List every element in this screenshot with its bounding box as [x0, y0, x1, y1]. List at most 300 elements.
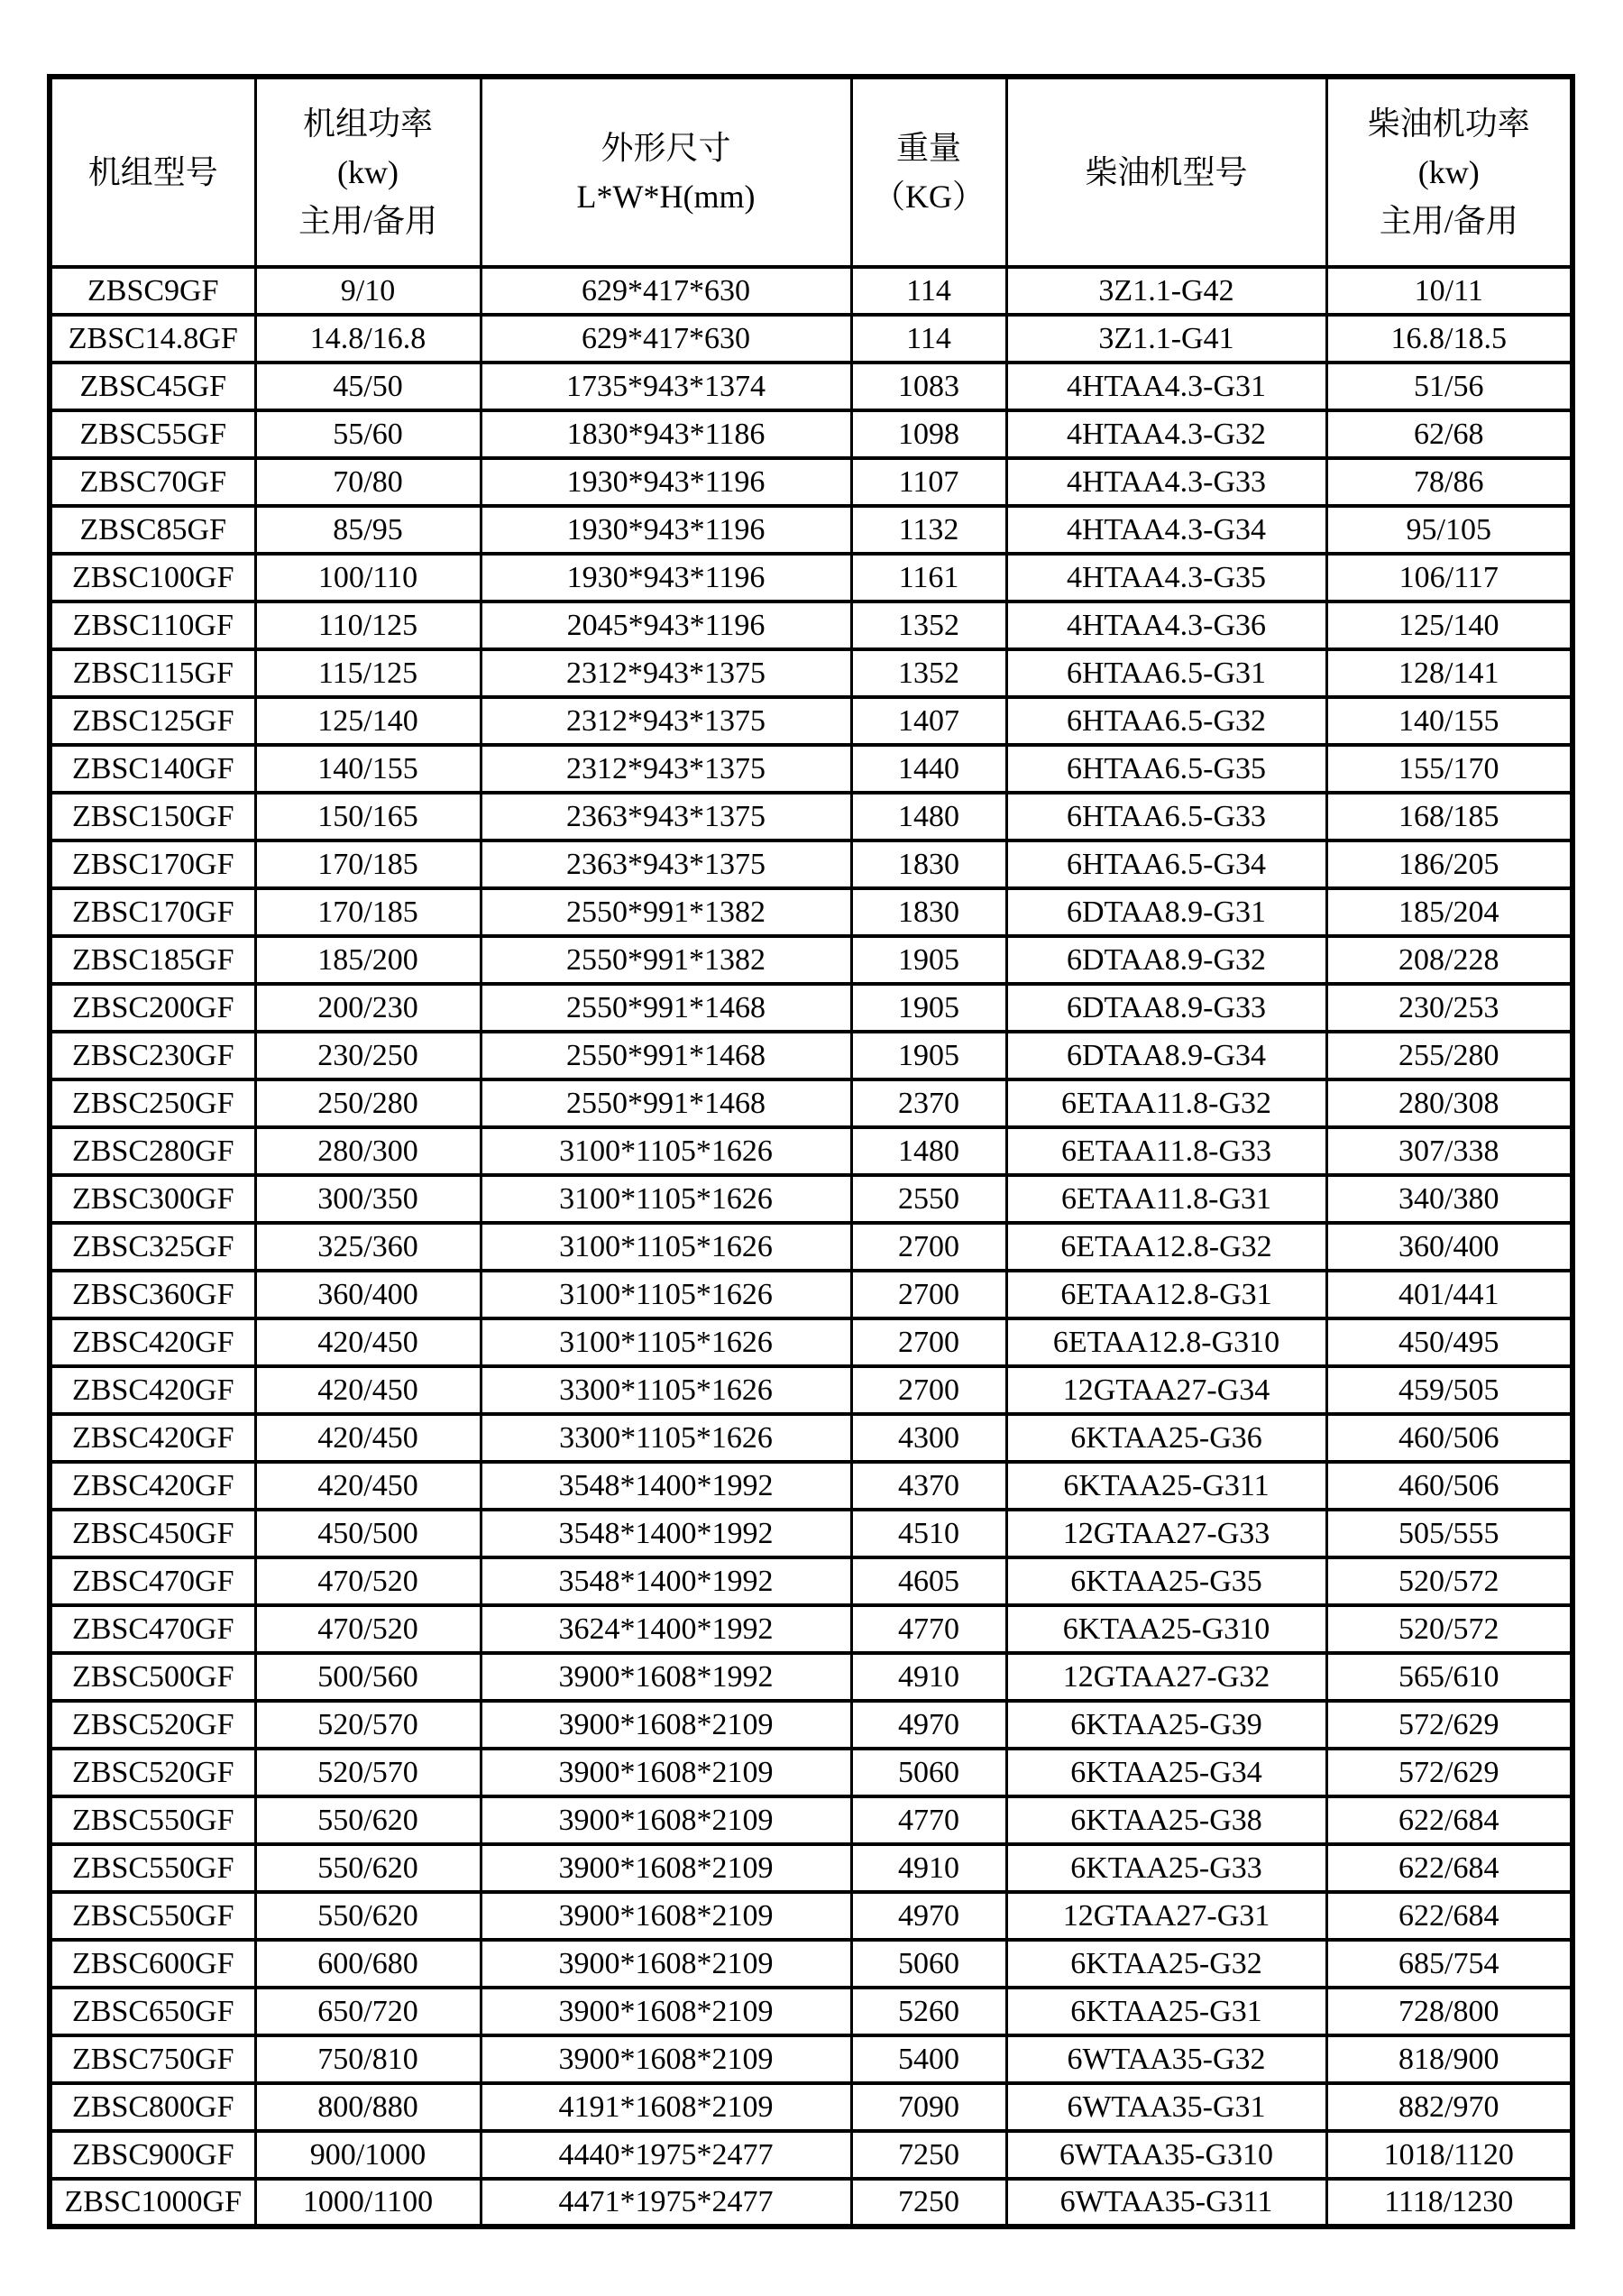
table-row	[50, 363, 1573, 410]
cell-engine_model: 4HTAA4.3-G35	[1006, 554, 1326, 602]
cell-engine_model: 6KTAA25-G32	[1006, 1940, 1326, 1988]
cell-engine_model: 3Z1.1-G41	[1006, 315, 1326, 363]
table-row	[50, 554, 1573, 602]
cell-engine_model: 4HTAA4.3-G32	[1006, 410, 1326, 458]
cell-model: ZBSC420GF	[50, 1414, 255, 1462]
column-header-line: 机组功率	[302, 106, 433, 142]
cell-engine_model: 6ETAA11.8-G31	[1006, 1175, 1326, 1223]
table-row	[50, 1414, 1573, 1462]
cell-dimensions: 629*417*630	[481, 267, 851, 315]
cell-engine_model: 4HTAA4.3-G31	[1006, 363, 1326, 410]
cell-unit_power: 420/450	[255, 1462, 481, 1510]
cell-engine_model: 6KTAA25-G38	[1006, 1796, 1326, 1844]
cell-model: ZBSC115GF	[50, 649, 255, 697]
cell-dimensions: 1830*943*1186	[481, 410, 851, 458]
cell-weight: 4370	[851, 1462, 1006, 1510]
cell-weight: 4970	[851, 1701, 1006, 1749]
cell-unit_power: 110/125	[255, 602, 481, 649]
cell-engine_power: 155/170	[1326, 745, 1573, 793]
cell-unit_power: 600/680	[255, 1940, 481, 1988]
cell-dimensions: 4440*1975*2477	[481, 2131, 851, 2179]
column-header-dimensions	[481, 77, 851, 267]
cell-engine_model: 6WTAA35-G311	[1006, 2179, 1326, 2227]
cell-weight: 1083	[851, 363, 1006, 410]
cell-engine_power: 622/684	[1326, 1796, 1573, 1844]
cell-dimensions: 3900*1608*1992	[481, 1653, 851, 1701]
table-row	[50, 2035, 1573, 2083]
table-row	[50, 793, 1573, 840]
cell-engine_power: 505/555	[1326, 1510, 1573, 1557]
table-row	[50, 1079, 1573, 1127]
cell-weight: 1107	[851, 458, 1006, 506]
cell-engine_power: 685/754	[1326, 1940, 1573, 1988]
cell-weight: 2700	[851, 1271, 1006, 1318]
column-header-line: 柴油机功率	[1367, 106, 1530, 142]
cell-engine_model: 6ETAA12.8-G31	[1006, 1271, 1326, 1318]
cell-dimensions: 3900*1608*2109	[481, 1749, 851, 1796]
cell-unit_power: 125/140	[255, 697, 481, 745]
cell-model: ZBSC45GF	[50, 363, 255, 410]
cell-weight: 1161	[851, 554, 1006, 602]
table-row	[50, 1127, 1573, 1175]
header-row	[50, 77, 1573, 267]
cell-model: ZBSC470GF	[50, 1557, 255, 1605]
cell-model: ZBSC200GF	[50, 984, 255, 1032]
cell-engine_model: 6KTAA25-G33	[1006, 1844, 1326, 1892]
cell-dimensions: 3900*1608*2109	[481, 1796, 851, 1844]
cell-weight: 4910	[851, 1653, 1006, 1701]
cell-dimensions: 2550*991*1382	[481, 936, 851, 984]
cell-engine_model: 6ETAA12.8-G32	[1006, 1223, 1326, 1271]
cell-engine_power: 1118/1230	[1326, 2179, 1573, 2227]
cell-unit_power: 280/300	[255, 1127, 481, 1175]
cell-dimensions: 3900*1608*2109	[481, 1988, 851, 2035]
cell-dimensions: 3100*1105*1626	[481, 1271, 851, 1318]
cell-engine_model: 6DTAA8.9-G34	[1006, 1032, 1326, 1079]
table-row	[50, 1653, 1573, 1701]
column-header-line: （KG）	[873, 179, 985, 215]
table-row	[50, 1462, 1573, 1510]
cell-dimensions: 3900*1608*2109	[481, 1701, 851, 1749]
cell-dimensions: 2312*943*1375	[481, 697, 851, 745]
cell-dimensions: 2363*943*1375	[481, 793, 851, 840]
cell-engine_model: 6KTAA25-G39	[1006, 1701, 1326, 1749]
cell-weight: 1480	[851, 793, 1006, 840]
cell-engine_model: 6HTAA6.5-G33	[1006, 793, 1326, 840]
table-row	[50, 1605, 1573, 1653]
cell-weight: 7250	[851, 2131, 1006, 2179]
cell-engine_power: 340/380	[1326, 1175, 1573, 1223]
cell-engine_model: 6KTAA25-G35	[1006, 1557, 1326, 1605]
cell-engine_power: 450/495	[1326, 1318, 1573, 1366]
table-row	[50, 1557, 1573, 1605]
cell-weight: 2700	[851, 1318, 1006, 1366]
cell-weight: 2700	[851, 1366, 1006, 1414]
cell-engine_power: 572/629	[1326, 1701, 1573, 1749]
cell-dimensions: 3548*1400*1992	[481, 1462, 851, 1510]
cell-model: ZBSC550GF	[50, 1844, 255, 1892]
table-row	[50, 936, 1573, 984]
cell-weight: 114	[851, 315, 1006, 363]
cell-weight: 2370	[851, 1079, 1006, 1127]
cell-model: ZBSC140GF	[50, 745, 255, 793]
cell-model: ZBSC470GF	[50, 1605, 255, 1653]
cell-dimensions: 3300*1105*1626	[481, 1414, 851, 1462]
cell-weight: 1830	[851, 888, 1006, 936]
cell-engine_model: 6HTAA6.5-G31	[1006, 649, 1326, 697]
table-row	[50, 1175, 1573, 1223]
cell-engine_power: 95/105	[1326, 506, 1573, 554]
cell-engine_model: 6DTAA8.9-G33	[1006, 984, 1326, 1032]
cell-engine_model: 12GTAA27-G32	[1006, 1653, 1326, 1701]
cell-model: ZBSC85GF	[50, 506, 255, 554]
cell-dimensions: 3300*1105*1626	[481, 1366, 851, 1414]
column-header-line: 主用/备用	[298, 203, 437, 239]
cell-model: ZBSC185GF	[50, 936, 255, 984]
cell-engine_power: 280/308	[1326, 1079, 1573, 1127]
cell-dimensions: 1930*943*1196	[481, 554, 851, 602]
cell-unit_power: 650/720	[255, 1988, 481, 2035]
column-header-line: 主用/备用	[1379, 203, 1518, 239]
cell-unit_power: 520/570	[255, 1701, 481, 1749]
cell-unit_power: 1000/1100	[255, 2179, 481, 2227]
cell-engine_power: 230/253	[1326, 984, 1573, 1032]
cell-model: ZBSC250GF	[50, 1079, 255, 1127]
table-row	[50, 745, 1573, 793]
cell-model: ZBSC170GF	[50, 840, 255, 888]
cell-engine_power: 185/204	[1326, 888, 1573, 936]
cell-model: ZBSC450GF	[50, 1510, 255, 1557]
cell-engine_model: 6KTAA25-G31	[1006, 1988, 1326, 2035]
cell-model: ZBSC900GF	[50, 2131, 255, 2179]
table-row	[50, 1844, 1573, 1892]
cell-engine_power: 106/117	[1326, 554, 1573, 602]
cell-model: ZBSC500GF	[50, 1653, 255, 1701]
cell-weight: 1098	[851, 410, 1006, 458]
cell-weight: 7250	[851, 2179, 1006, 2227]
cell-engine_model: 4HTAA4.3-G33	[1006, 458, 1326, 506]
cell-engine_power: 459/505	[1326, 1366, 1573, 1414]
column-header-engine_model	[1006, 77, 1326, 267]
cell-weight: 1440	[851, 745, 1006, 793]
table-row	[50, 649, 1573, 697]
cell-engine_power: 255/280	[1326, 1032, 1573, 1079]
cell-dimensions: 3900*1608*2109	[481, 1892, 851, 1940]
cell-unit_power: 420/450	[255, 1366, 481, 1414]
cell-weight: 4300	[851, 1414, 1006, 1462]
cell-unit_power: 70/80	[255, 458, 481, 506]
cell-weight: 5060	[851, 1749, 1006, 1796]
column-header-line: 机组型号	[87, 154, 218, 190]
cell-unit_power: 520/570	[255, 1749, 481, 1796]
cell-unit_power: 420/450	[255, 1318, 481, 1366]
cell-model: ZBSC520GF	[50, 1701, 255, 1749]
cell-engine_model: 6KTAA25-G34	[1006, 1749, 1326, 1796]
cell-unit_power: 550/620	[255, 1892, 481, 1940]
cell-engine_model: 4HTAA4.3-G36	[1006, 602, 1326, 649]
cell-unit_power: 250/280	[255, 1079, 481, 1127]
table-row	[50, 1749, 1573, 1796]
cell-engine_power: 818/900	[1326, 2035, 1573, 2083]
table-row	[50, 1318, 1573, 1366]
cell-dimensions: 2550*991*1468	[481, 984, 851, 1032]
cell-engine_power: 460/506	[1326, 1414, 1573, 1462]
cell-engine_power: 728/800	[1326, 1988, 1573, 2035]
table-row	[50, 1701, 1573, 1749]
cell-model: ZBSC9GF	[50, 267, 255, 315]
cell-dimensions: 629*417*630	[481, 315, 851, 363]
cell-engine_power: 10/11	[1326, 267, 1573, 315]
cell-weight: 1830	[851, 840, 1006, 888]
cell-unit_power: 900/1000	[255, 2131, 481, 2179]
column-header-line: 重量	[895, 130, 961, 166]
cell-weight: 4510	[851, 1510, 1006, 1557]
cell-engine_model: 12GTAA27-G31	[1006, 1892, 1326, 1940]
cell-unit_power: 170/185	[255, 840, 481, 888]
cell-engine_power: 520/572	[1326, 1557, 1573, 1605]
cell-dimensions: 2312*943*1375	[481, 745, 851, 793]
cell-engine_model: 6KTAA25-G36	[1006, 1414, 1326, 1462]
column-header-unit_power	[255, 77, 481, 267]
cell-weight: 5260	[851, 1988, 1006, 2035]
cell-model: ZBSC550GF	[50, 1796, 255, 1844]
cell-unit_power: 450/500	[255, 1510, 481, 1557]
cell-weight: 4605	[851, 1557, 1006, 1605]
cell-unit_power: 140/155	[255, 745, 481, 793]
cell-engine_power: 360/400	[1326, 1223, 1573, 1271]
cell-model: ZBSC550GF	[50, 1892, 255, 1940]
cell-unit_power: 470/520	[255, 1605, 481, 1653]
cell-unit_power: 115/125	[255, 649, 481, 697]
cell-weight: 1407	[851, 697, 1006, 745]
column-header-line: (kw)	[1417, 154, 1480, 190]
cell-model: ZBSC280GF	[50, 1127, 255, 1175]
column-header-engine_power	[1326, 77, 1573, 267]
cell-dimensions: 4471*1975*2477	[481, 2179, 851, 2227]
cell-unit_power: 800/880	[255, 2083, 481, 2131]
cell-engine_power: 1018/1120	[1326, 2131, 1573, 2179]
cell-weight: 4910	[851, 1844, 1006, 1892]
cell-model: ZBSC110GF	[50, 602, 255, 649]
cell-dimensions: 2550*991*1382	[481, 888, 851, 936]
cell-unit_power: 230/250	[255, 1032, 481, 1079]
cell-model: ZBSC170GF	[50, 888, 255, 936]
table-row	[50, 1271, 1573, 1318]
cell-model: ZBSC14.8GF	[50, 315, 255, 363]
cell-weight: 4970	[851, 1892, 1006, 1940]
cell-unit_power: 470/520	[255, 1557, 481, 1605]
cell-weight: 2700	[851, 1223, 1006, 1271]
cell-dimensions: 3100*1105*1626	[481, 1175, 851, 1223]
cell-unit_power: 300/350	[255, 1175, 481, 1223]
table-row	[50, 1510, 1573, 1557]
cell-weight: 1480	[851, 1127, 1006, 1175]
cell-engine_model: 6HTAA6.5-G34	[1006, 840, 1326, 888]
cell-engine_power: 520/572	[1326, 1605, 1573, 1653]
cell-model: ZBSC125GF	[50, 697, 255, 745]
cell-engine_model: 6WTAA35-G32	[1006, 2035, 1326, 2083]
cell-engine_power: 882/970	[1326, 2083, 1573, 2131]
table-row	[50, 2179, 1573, 2227]
cell-engine_power: 128/141	[1326, 649, 1573, 697]
cell-engine_model: 4HTAA4.3-G34	[1006, 506, 1326, 554]
cell-dimensions: 3900*1608*2109	[481, 1844, 851, 1892]
cell-dimensions: 2550*991*1468	[481, 1079, 851, 1127]
cell-engine_model: 6ETAA11.8-G33	[1006, 1127, 1326, 1175]
cell-unit_power: 550/620	[255, 1796, 481, 1844]
cell-engine_power: 307/338	[1326, 1127, 1573, 1175]
cell-engine_power: 565/610	[1326, 1653, 1573, 1701]
cell-engine_power: 208/228	[1326, 936, 1573, 984]
cell-unit_power: 420/450	[255, 1414, 481, 1462]
cell-engine_power: 78/86	[1326, 458, 1573, 506]
cell-weight: 5060	[851, 1940, 1006, 1988]
cell-weight: 1132	[851, 506, 1006, 554]
cell-model: ZBSC800GF	[50, 2083, 255, 2131]
cell-dimensions: 3548*1400*1992	[481, 1510, 851, 1557]
cell-unit_power: 325/360	[255, 1223, 481, 1271]
table-row	[50, 1366, 1573, 1414]
cell-engine_model: 6HTAA6.5-G32	[1006, 697, 1326, 745]
table-row	[50, 888, 1573, 936]
table-row	[50, 984, 1573, 1032]
cell-engine_model: 6HTAA6.5-G35	[1006, 745, 1326, 793]
cell-dimensions: 3548*1400*1992	[481, 1557, 851, 1605]
cell-weight: 7090	[851, 2083, 1006, 2131]
cell-dimensions: 1930*943*1196	[481, 458, 851, 506]
cell-engine_power: 62/68	[1326, 410, 1573, 458]
cell-model: ZBSC750GF	[50, 2035, 255, 2083]
cell-weight: 2550	[851, 1175, 1006, 1223]
cell-dimensions: 2550*991*1468	[481, 1032, 851, 1079]
cell-dimensions: 3100*1105*1626	[481, 1127, 851, 1175]
cell-weight: 1352	[851, 602, 1006, 649]
cell-model: ZBSC520GF	[50, 1749, 255, 1796]
cell-engine_power: 186/205	[1326, 840, 1573, 888]
cell-model: ZBSC100GF	[50, 554, 255, 602]
cell-weight: 1352	[851, 649, 1006, 697]
table-row	[50, 410, 1573, 458]
cell-engine_power: 16.8/18.5	[1326, 315, 1573, 363]
cell-engine_model: 6ETAA12.8-G310	[1006, 1318, 1326, 1366]
cell-dimensions: 2045*943*1196	[481, 602, 851, 649]
cell-weight: 1905	[851, 984, 1006, 1032]
table-row	[50, 506, 1573, 554]
cell-unit_power: 9/10	[255, 267, 481, 315]
cell-unit_power: 85/95	[255, 506, 481, 554]
table-row	[50, 1796, 1573, 1844]
column-header-line: L*W*H(mm)	[576, 179, 756, 215]
column-header-line: 柴油机型号	[1085, 154, 1248, 190]
table-row	[50, 2083, 1573, 2131]
cell-model: ZBSC650GF	[50, 1988, 255, 2035]
column-header-line: 外形尺寸	[601, 130, 731, 166]
table-row	[50, 2131, 1573, 2179]
cell-unit_power: 550/620	[255, 1844, 481, 1892]
cell-model: ZBSC600GF	[50, 1940, 255, 1988]
cell-engine_power: 168/185	[1326, 793, 1573, 840]
column-header-weight	[851, 77, 1006, 267]
cell-dimensions: 3900*1608*2109	[481, 1940, 851, 1988]
cell-unit_power: 750/810	[255, 2035, 481, 2083]
cell-engine_model: 3Z1.1-G42	[1006, 267, 1326, 315]
table-row	[50, 1988, 1573, 2035]
cell-unit_power: 55/60	[255, 410, 481, 458]
table-row	[50, 602, 1573, 649]
table-row	[50, 267, 1573, 315]
table-row	[50, 840, 1573, 888]
cell-weight: 1905	[851, 936, 1006, 984]
cell-model: ZBSC55GF	[50, 410, 255, 458]
table-row	[50, 697, 1573, 745]
cell-engine_power: 460/506	[1326, 1462, 1573, 1510]
cell-dimensions: 3100*1105*1626	[481, 1318, 851, 1366]
cell-model: ZBSC420GF	[50, 1366, 255, 1414]
cell-engine_model: 6WTAA35-G310	[1006, 2131, 1326, 2179]
cell-unit_power: 360/400	[255, 1271, 481, 1318]
cell-engine_model: 12GTAA27-G33	[1006, 1510, 1326, 1557]
cell-model: ZBSC150GF	[50, 793, 255, 840]
cell-engine_power: 622/684	[1326, 1892, 1573, 1940]
table-row	[50, 1892, 1573, 1940]
cell-dimensions: 2312*943*1375	[481, 649, 851, 697]
table-row	[50, 1940, 1573, 1988]
cell-unit_power: 200/230	[255, 984, 481, 1032]
cell-dimensions: 1735*943*1374	[481, 363, 851, 410]
cell-weight: 4770	[851, 1605, 1006, 1653]
cell-weight: 4770	[851, 1796, 1006, 1844]
cell-weight: 1905	[851, 1032, 1006, 1079]
cell-unit_power: 500/560	[255, 1653, 481, 1701]
cell-unit_power: 185/200	[255, 936, 481, 984]
cell-model: ZBSC360GF	[50, 1271, 255, 1318]
cell-model: ZBSC420GF	[50, 1462, 255, 1510]
cell-engine_power: 140/155	[1326, 697, 1573, 745]
cell-model: ZBSC325GF	[50, 1223, 255, 1271]
cell-model: ZBSC300GF	[50, 1175, 255, 1223]
cell-engine_model: 12GTAA27-G34	[1006, 1366, 1326, 1414]
cell-unit_power: 100/110	[255, 554, 481, 602]
cell-unit_power: 14.8/16.8	[255, 315, 481, 363]
table-row	[50, 1032, 1573, 1079]
cell-model: ZBSC230GF	[50, 1032, 255, 1079]
cell-engine_model: 6KTAA25-G311	[1006, 1462, 1326, 1510]
cell-engine_model: 6WTAA35-G31	[1006, 2083, 1326, 2131]
table-row	[50, 1223, 1573, 1271]
cell-model: ZBSC70GF	[50, 458, 255, 506]
cell-engine_power: 401/441	[1326, 1271, 1573, 1318]
generator-spec-table	[47, 74, 1575, 2229]
cell-engine_power: 572/629	[1326, 1749, 1573, 1796]
cell-dimensions: 4191*1608*2109	[481, 2083, 851, 2131]
column-header-model	[50, 77, 255, 267]
cell-dimensions: 2363*943*1375	[481, 840, 851, 888]
cell-dimensions: 3624*1400*1992	[481, 1605, 851, 1653]
cell-unit_power: 150/165	[255, 793, 481, 840]
cell-model: ZBSC420GF	[50, 1318, 255, 1366]
cell-engine_model: 6KTAA25-G310	[1006, 1605, 1326, 1653]
cell-model: ZBSC1000GF	[50, 2179, 255, 2227]
cell-dimensions: 1930*943*1196	[481, 506, 851, 554]
cell-unit_power: 45/50	[255, 363, 481, 410]
table-row	[50, 315, 1573, 363]
cell-engine_model: 6ETAA11.8-G32	[1006, 1079, 1326, 1127]
cell-engine_power: 622/684	[1326, 1844, 1573, 1892]
table-row	[50, 458, 1573, 506]
cell-dimensions: 3100*1105*1626	[481, 1223, 851, 1271]
column-header-line: (kw)	[337, 154, 399, 190]
cell-dimensions: 3900*1608*2109	[481, 2035, 851, 2083]
